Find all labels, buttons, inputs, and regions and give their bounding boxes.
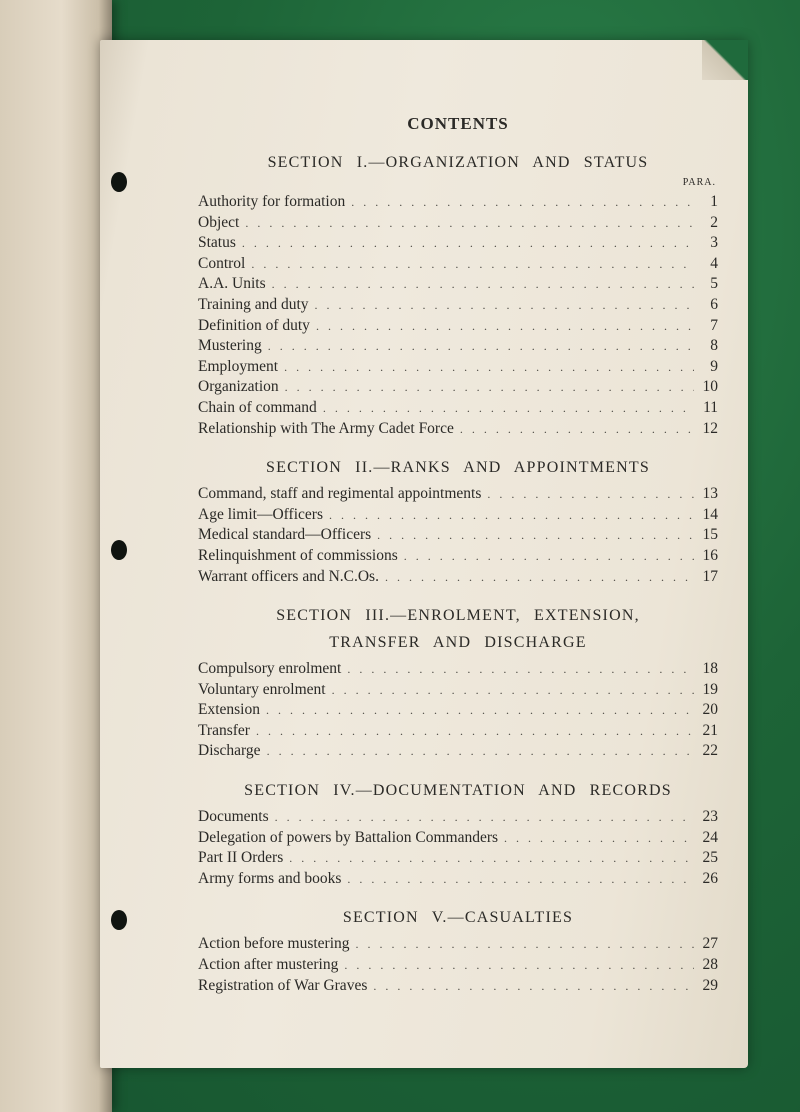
paragraph-number: 3 bbox=[710, 234, 718, 252]
entry-title: Transfer bbox=[198, 721, 250, 739]
paragraph-number: 11 bbox=[703, 398, 718, 416]
para-column-label: PARA. bbox=[682, 177, 716, 188]
paragraph-number: 16 bbox=[702, 546, 718, 564]
paragraph-number: 10 bbox=[702, 378, 718, 396]
entry-title: Part II Orders bbox=[198, 849, 284, 867]
paragraph-number: 29 bbox=[702, 976, 718, 994]
leader-dots bbox=[256, 721, 694, 742]
paragraph-number: 26 bbox=[702, 869, 718, 887]
contents-entry bbox=[198, 976, 718, 997]
section-heading: SECTION V.—CASUALTIES bbox=[342, 909, 574, 927]
paragraph-number: 27 bbox=[702, 935, 718, 953]
contents-entry bbox=[198, 505, 718, 526]
contents-entry bbox=[198, 700, 718, 721]
entry-title: Relationship with The Army Cadet Force bbox=[198, 419, 454, 437]
entry-title: Definition of duty bbox=[198, 316, 310, 334]
paragraph-number: 13 bbox=[702, 485, 718, 503]
contents-listing bbox=[198, 100, 718, 996]
entry-title: Mustering bbox=[198, 337, 262, 355]
paragraph-number: 6 bbox=[710, 295, 718, 313]
paragraph-number: 5 bbox=[710, 275, 718, 293]
page-title: CONTENTS bbox=[407, 114, 509, 133]
entry-title: Action after mustering bbox=[198, 956, 339, 974]
leader-dots bbox=[347, 869, 694, 890]
contents-entry bbox=[198, 807, 718, 828]
contents-entry bbox=[198, 525, 718, 546]
paragraph-number: 15 bbox=[702, 526, 718, 544]
leader-dots bbox=[242, 233, 694, 254]
sections-container bbox=[198, 152, 718, 996]
entry-title: Training and duty bbox=[198, 295, 309, 313]
leader-dots bbox=[487, 484, 694, 505]
contents-entry bbox=[198, 567, 718, 588]
contents-entry bbox=[198, 955, 718, 976]
contents-entry bbox=[198, 546, 718, 567]
entry-title: Army forms and books bbox=[198, 869, 342, 887]
paragraph-number: 7 bbox=[710, 316, 718, 334]
contents-entry bbox=[198, 274, 718, 295]
entry-title: Status bbox=[198, 234, 236, 252]
entry-title: Age limit—Officers bbox=[198, 505, 323, 523]
leader-dots bbox=[266, 700, 694, 721]
contents-entry bbox=[198, 336, 718, 357]
entry-title: Action before mustering bbox=[198, 935, 350, 953]
punch-hole-middle bbox=[111, 540, 127, 560]
leader-dots bbox=[347, 659, 694, 680]
contents-entry bbox=[198, 721, 718, 742]
leader-dots bbox=[344, 955, 694, 976]
contents-entry bbox=[198, 484, 718, 505]
contents-entry bbox=[198, 357, 718, 378]
entry-title: Command, staff and regimental appointments bbox=[198, 485, 482, 503]
leader-dots bbox=[373, 976, 694, 997]
paragraph-number: 20 bbox=[702, 701, 718, 719]
contents-entry bbox=[198, 254, 718, 275]
leader-dots bbox=[332, 680, 694, 701]
leader-dots bbox=[356, 934, 694, 955]
paragraph-number: 8 bbox=[710, 337, 718, 355]
contents-entry bbox=[198, 659, 718, 680]
paragraph-number: 28 bbox=[702, 956, 718, 974]
section-3 bbox=[198, 605, 718, 762]
leader-dots bbox=[284, 357, 694, 378]
leader-dots bbox=[329, 505, 694, 526]
paragraph-number: 17 bbox=[702, 567, 718, 585]
leader-dots bbox=[316, 316, 694, 337]
section-heading: SECTION II.—RANKS AND APPOINTMENTS bbox=[266, 459, 650, 477]
contents-entry bbox=[198, 377, 718, 398]
leader-dots bbox=[315, 295, 694, 316]
leader-dots bbox=[385, 567, 694, 588]
entry-title: Employment bbox=[198, 357, 279, 375]
entry-title: Delegation of powers by Battalion Commanders bbox=[198, 828, 499, 846]
leader-dots bbox=[377, 525, 694, 546]
contents-entry bbox=[198, 295, 718, 316]
entry-title: Extension bbox=[198, 701, 260, 719]
leader-dots bbox=[289, 848, 694, 869]
contents-entry bbox=[198, 680, 718, 701]
section-5 bbox=[198, 907, 718, 996]
paragraph-number: 14 bbox=[702, 505, 718, 523]
paragraph-number: 9 bbox=[710, 357, 718, 375]
leader-dots bbox=[351, 192, 694, 213]
contents-entry bbox=[198, 828, 718, 849]
entry-title: Registration of War Graves bbox=[198, 976, 368, 994]
folded-corner bbox=[702, 40, 748, 80]
entry-title: Voluntary enrolment bbox=[198, 680, 326, 698]
entry-title: Compulsory enrolment bbox=[198, 660, 342, 678]
entry-title: Chain of command bbox=[198, 398, 317, 416]
entry-title: Documents bbox=[198, 808, 269, 826]
entry-title: Control bbox=[198, 254, 246, 272]
contents-entry bbox=[198, 192, 718, 213]
paragraph-number: 2 bbox=[710, 213, 718, 231]
section-1 bbox=[198, 152, 718, 439]
entry-title: Medical standard—Officers bbox=[198, 526, 372, 544]
entry-title: Object bbox=[198, 213, 240, 231]
entry-title: Authority for formation bbox=[198, 193, 346, 210]
punch-hole-bottom bbox=[111, 910, 127, 930]
contents-entry bbox=[198, 419, 718, 440]
leader-dots bbox=[285, 377, 694, 398]
entry-title: Relinquishment of commissions bbox=[198, 546, 398, 564]
leader-dots bbox=[404, 546, 694, 567]
punch-hole-top bbox=[111, 172, 127, 192]
paragraph-number: 1 bbox=[710, 193, 718, 210]
section-heading: SECTION IV.—DOCUMENTATION AND RECORDS bbox=[244, 782, 672, 800]
paragraph-number: 22 bbox=[702, 742, 718, 760]
contents-entry bbox=[198, 869, 718, 890]
paragraph-number: 19 bbox=[702, 680, 718, 698]
contents-entry bbox=[198, 316, 718, 337]
contents-entry bbox=[198, 741, 718, 762]
entry-title: Warrant officers and N.C.Os. bbox=[198, 567, 379, 585]
leader-dots bbox=[323, 398, 694, 419]
paragraph-number: 4 bbox=[710, 254, 718, 272]
leader-dots bbox=[251, 254, 694, 275]
paragraph-number: 21 bbox=[702, 721, 718, 739]
leader-dots bbox=[268, 336, 694, 357]
paragraph-number: 24 bbox=[702, 828, 718, 846]
leader-dots bbox=[267, 741, 694, 762]
contents-entry bbox=[198, 848, 718, 869]
leader-dots bbox=[272, 274, 694, 295]
paragraph-number: 12 bbox=[702, 419, 718, 437]
section-4 bbox=[198, 780, 718, 889]
leader-dots bbox=[245, 213, 694, 234]
entry-title: A.A. Units bbox=[198, 275, 266, 293]
section-heading: SECTION I.—ORGANIZATION AND STATUS bbox=[267, 154, 649, 171]
leader-dots bbox=[504, 828, 694, 849]
leader-dots bbox=[460, 419, 694, 440]
section-2 bbox=[198, 457, 718, 587]
left-page-edge bbox=[0, 0, 112, 1112]
entry-title: Discharge bbox=[198, 742, 261, 760]
paragraph-number: 23 bbox=[702, 808, 718, 826]
contents-entry bbox=[198, 934, 718, 955]
section-heading: SECTION III.—ENROLMENT, EXTENSION, bbox=[276, 607, 640, 625]
paragraph-number: 18 bbox=[702, 660, 718, 678]
contents-entry bbox=[198, 233, 718, 254]
leader-dots bbox=[275, 807, 694, 828]
contents-entry bbox=[198, 213, 718, 234]
section-heading: TRANSFER AND DISCHARGE bbox=[329, 634, 587, 652]
contents-entry bbox=[198, 398, 718, 419]
paragraph-number: 25 bbox=[702, 849, 718, 867]
entry-title: Organization bbox=[198, 378, 279, 396]
